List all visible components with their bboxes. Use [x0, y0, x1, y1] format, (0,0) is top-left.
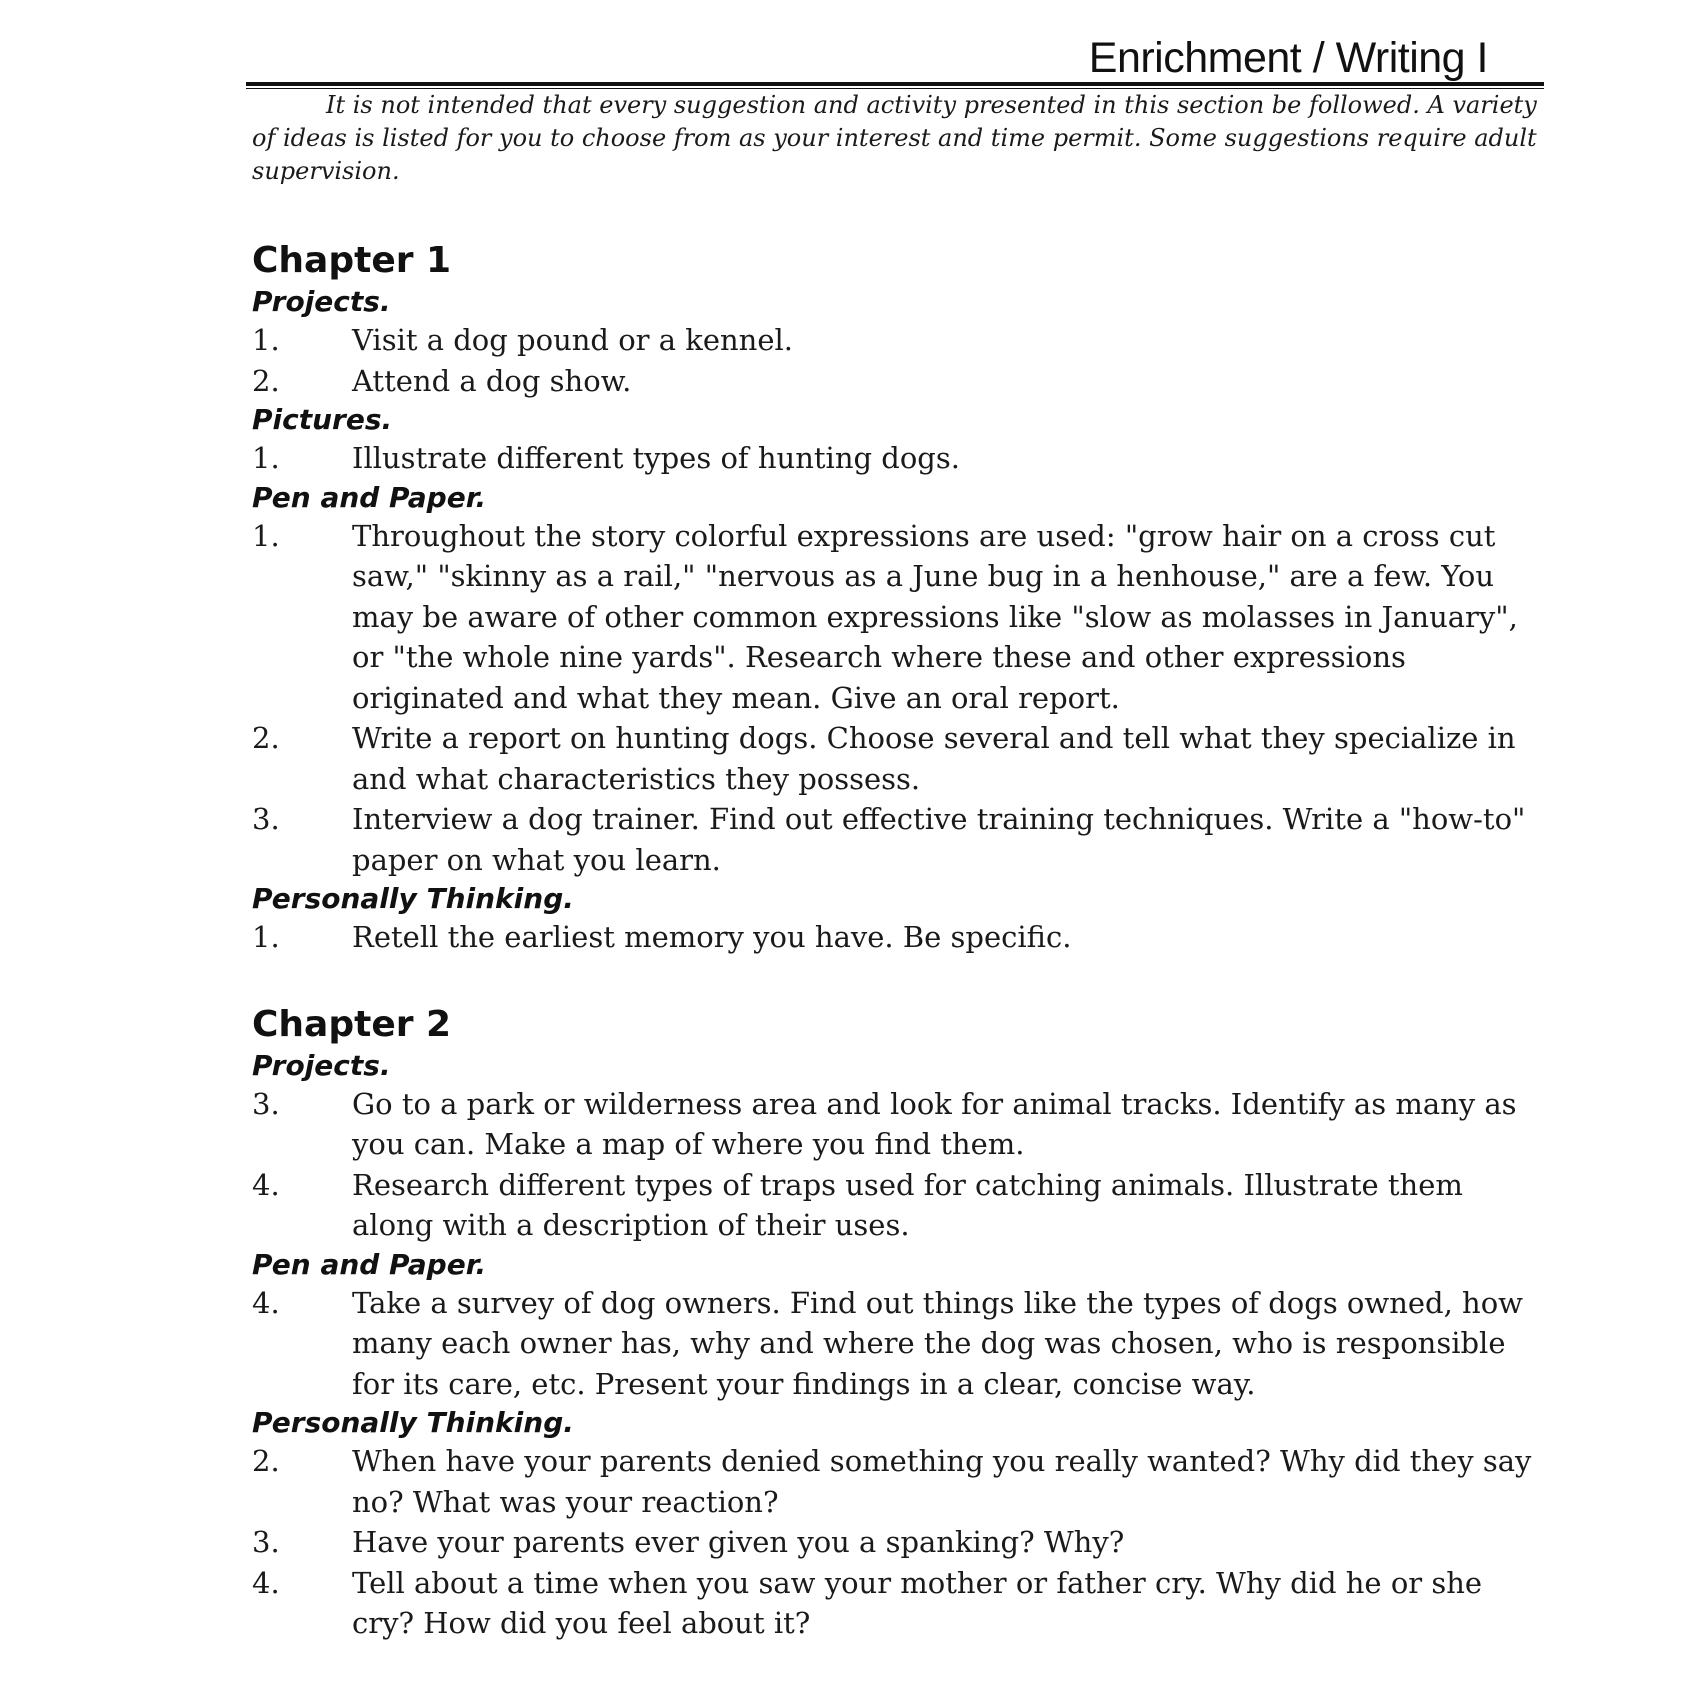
item-text: When have your parents denied something you really wanted? Why did they say no? What was your reaction?: [352, 1444, 1532, 1519]
ch1-personally-thinking-list: [252, 917, 1542, 958]
list-item: [252, 361, 1542, 402]
list-item: [252, 1165, 1542, 1246]
item-text: Have your parents ever given you a spanking? Why?: [352, 1525, 1125, 1559]
item-text: Visit a dog pound or a kennel.: [352, 323, 794, 357]
item-text: Attend a dog show.: [352, 363, 632, 398]
item-text: Throughout the story colorful expressions are used: "grow hair on a cross cut saw," "skinny as a rail," "nervous as a June bug in a henhouse," are a few. You may be aware of other common expressions like "slow as molasses in January", or "the whole nine yards". Research where these and other expressions originated and what they mean. Give an oral report.: [352, 518, 1518, 715]
chapter-2-title: Chapter 2: [252, 1003, 452, 1045]
ch2-pen-and-paper-list: [252, 1283, 1542, 1405]
ch2-pen-and-paper-heading: Pen and Paper.: [252, 1247, 487, 1281]
item-number: 1.: [252, 518, 280, 553]
list-item: [252, 1522, 1542, 1563]
list-item: [252, 718, 1542, 799]
item-text: Go to a park or wilderness area and look for animal tracks. Identify as many as you can. Make a map of where you find them.: [352, 1086, 1517, 1161]
item-number: 1.: [252, 441, 280, 475]
ch1-projects-heading: Projects.: [252, 285, 391, 318]
item-number: 3.: [252, 1086, 280, 1121]
ch1-personally-thinking-heading: Personally Thinking.: [252, 882, 574, 915]
item-number: 4.: [252, 1285, 280, 1320]
page-header-title: Enrichment / Writing I: [1088, 34, 1488, 82]
intro-paragraph: It is not intended that every suggestion and activity presented in this section be followed. A variety of ideas is listed for you to choose from as your interest and time permit. Some suggestions require adult supervision.: [252, 91, 1537, 185]
ch1-pictures-list: [252, 438, 1542, 479]
item-text: Write a report on hunting dogs. Choose several and tell what they specialize in and what characteristics they possess.: [352, 721, 1516, 796]
page-content: [252, 89, 1542, 1644]
item-text: Take a survey of dog owners. Find out things like the types of dogs owned, how many each owner has, why and where the dog was chosen, who is responsible for its care, etc. Present your findings in a clear, concise way.: [352, 1285, 1524, 1401]
list-item: [252, 1283, 1542, 1405]
list-item: [252, 917, 1542, 958]
item-text: Retell the earliest memory you have. Be specific.: [352, 920, 1072, 954]
ch1-projects-list: [252, 320, 1542, 401]
item-number: 3.: [252, 1525, 280, 1559]
ch1-pen-and-paper-list: [252, 516, 1542, 881]
chapter-1-title: Chapter 1: [252, 240, 452, 281]
list-item: [252, 1563, 1542, 1644]
item-number: 1.: [252, 323, 280, 357]
ch2-personally-thinking-heading: Personally Thinking.: [252, 1406, 574, 1439]
item-number: 4.: [252, 1565, 280, 1600]
ch2-projects-list: [252, 1084, 1542, 1246]
item-text: Illustrate different types of hunting dogs.: [352, 441, 960, 475]
ch1-pen-and-paper-heading: Pen and Paper.: [252, 480, 487, 514]
ch2-projects-heading: Projects.: [252, 1048, 391, 1082]
list-item: [252, 1084, 1542, 1165]
item-text: Research different types of traps used for catching animals. Illustrate them along with a description of their uses.: [352, 1167, 1463, 1242]
ch1-pictures-heading: Pictures.: [252, 403, 393, 436]
list-item: [252, 1441, 1542, 1522]
item-number: 2.: [252, 721, 280, 755]
ch2-personally-thinking-list: [252, 1441, 1542, 1644]
item-number: 1.: [252, 920, 280, 954]
item-text: Tell about a time when you saw your mother or father cry. Why did he or she cry? How did you feel about it?: [352, 1565, 1483, 1640]
list-item: [252, 438, 1542, 479]
list-item: [252, 799, 1542, 880]
item-text: Interview a dog trainer. Find out effective training techniques. Write a "how-to" paper on what you learn.: [352, 802, 1526, 877]
item-number: 3.: [252, 802, 280, 836]
header-rule-thick: [246, 82, 1544, 86]
item-number: 2.: [252, 363, 280, 398]
list-item: [252, 320, 1542, 361]
item-number: 4.: [252, 1167, 280, 1202]
list-item: [252, 516, 1542, 719]
item-number: 2.: [252, 1444, 280, 1478]
